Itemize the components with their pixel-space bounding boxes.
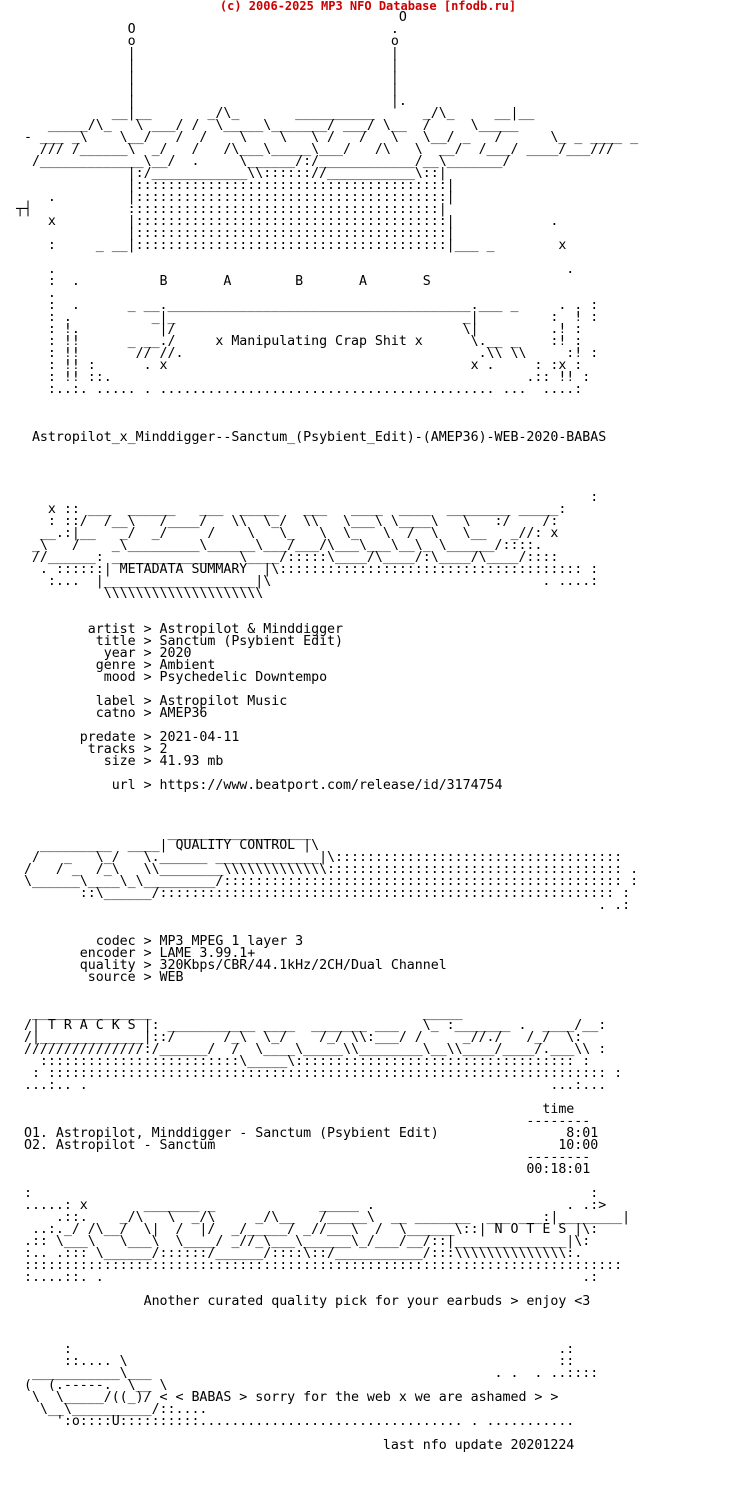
copyright-header: (c) 2006-2025 MP3 NFO Database [nfodb.ru] — [219, 0, 517, 13]
nfo-document-text: O O . o o | | | | | | | | | |. __|__ _/\_ __________ _/\_ __|__ _____/\_ \ ___/ / \_____\_______/ ___/ \__ / \_____ - ___ _\ \__/ / / \ \ \ / / \ \__/ _ / \_ _ ____ _ /// /______\ _/ / /\___\_____\___/ /\ \ __/ /___/ ____/___/// /_____________\__/ . \______/:/____________/__\_______/ |:/____________\\:::::://___________\::| |:::::::::::::::::::::::::::::::::::::::| . |:::::::::::::::::::::::::::::::::::::::| ┬┤ :::::::::::::::::::::::::::::::::::::::| x |:::::::::::::::::::::::::::::::::::::::| . |:::::::::::::::::::::::::::::::::::::::| : _ __|:::::::::::::::::::::::::::::::::::::::|___ _ x . . : . B A B A S . : . _ __.______________________________________.___ _ . . : : . _|_ _| : ! : : !. |/ \| .! : : !! _ __./ x Manipulating Crap Shit x \.__ _ :! : : !! // //. .\\ \\ :! : : !! : . x x . : :x : : !! ::. .:: !! : :..:. ..... . .......................................... ... ....: Astropilot_x_Minddigger--Sanctum_(Psybient_Edit)-(AMEP36)-WEB-2020-BABAS : x :: ___ ______ ___ _____ ___ ____ ____ ________ _____: : ::/ /__\ /____/ \\ \_/ \\ \___\ \____\ \ :/ /: __.:|__ _/ _/ / \ \_ \ \_ \ / \ \__ _//: x _\ / _\_________\______\___/___/\___\___\__\_ \______/::::. //______: ______________ \____/:::::\____/\____/:\____/\____/:::: . ::::::| METADATA SUMMARY |\:::::::::::::::::::::::::::::::::::::: : :... |___________________|\ . ....: \\\\\\\\\\\\\\\\\\\\ artist > Astropilot & Minddigger title > Sanctum (Psybient Edit) year > 2020 genre > Ambient mood > Psychedelic Downtempo label > Astropilot Music catno > AMEP36 predate > 2021-04-11 tracks > 2 size > 41.93 mb url > https://www.beatport.com/release/id/3174754 __________________ _________ ____| QUALITY CONTROL |\ / _ \_/ \.______ _____________|\:::::::::::::::::::::::::::::::::::: / / _ /_\ \\________\\\\\\\\\\\\\::::::::::::::::::::::::::::::::::::: . \______\____\_\_________/:::::::::::::::::::::::::::::::::::::::::::::::::: : ::\______/::::::::::::::::::::::::::::::::::::::::::::::::::::::::: : . .: codec > MP3 MPEG 1 layer 3 encoder > LAME 3.99.1+ quality > 320Kbps/CBR/44.1kHz/2CH/Dual Channel source > WEB _______________ _____ /| T R A C K S |: ___________ ____ _______ ___ \_ :_______ . ____/__: /|_____________|::/ /_\ \_/ /_/ \\:___/ / _//./ /_/ \: ///////////////:/______/ / \____\_____\\________\__\\____/____/.___\\ : :::::::::::::::::::::::::\_____\::::::::::::::::::::::::::::::::::: : : :::::::::::::::::::::::::::::::::::::::::::::::::::::::::::::::::::::: : ...:.. . ...:... time -------- O1. Astropilot, Minddigger - Sanctum (Psybient Edit) 8:01 O2. Astropilot - Sanctum 10:00 -------- 00:18:01 : : .....: x _______ _ _____ . . .:> .::. _/\ \ _/\ _/\__ /_____\ __ _______ ___ ___:|________| ..:._/ /\__/ \| / |/ _/_____/ _//___\ / \______\::| N O T E S |\: .:: \___\ \___\ \____/ _//_\___\______\_/___/__/::|______________|\: :.. .::: \______/::::::/______/::::\::/___________/:::\\\\\\\\\\\\\\:. ::::::::::::::::::::::::::::::::::::::::::::::::::::::::::::::::::::::::::: :....::. . .: Another curated quality pick for your earbuds > enjoy <3 : .: ::.... \ :: ___________\___ . . . ..:::: ( (.-----. \__ \ \ \_____/((_)/ < < BABAS > sorry for the web x we are ashamed > > \__\__________/::.... ':o::::U::::::::::................................. . ........... last nfo update 20201224 — [16, 10, 639, 1453]
